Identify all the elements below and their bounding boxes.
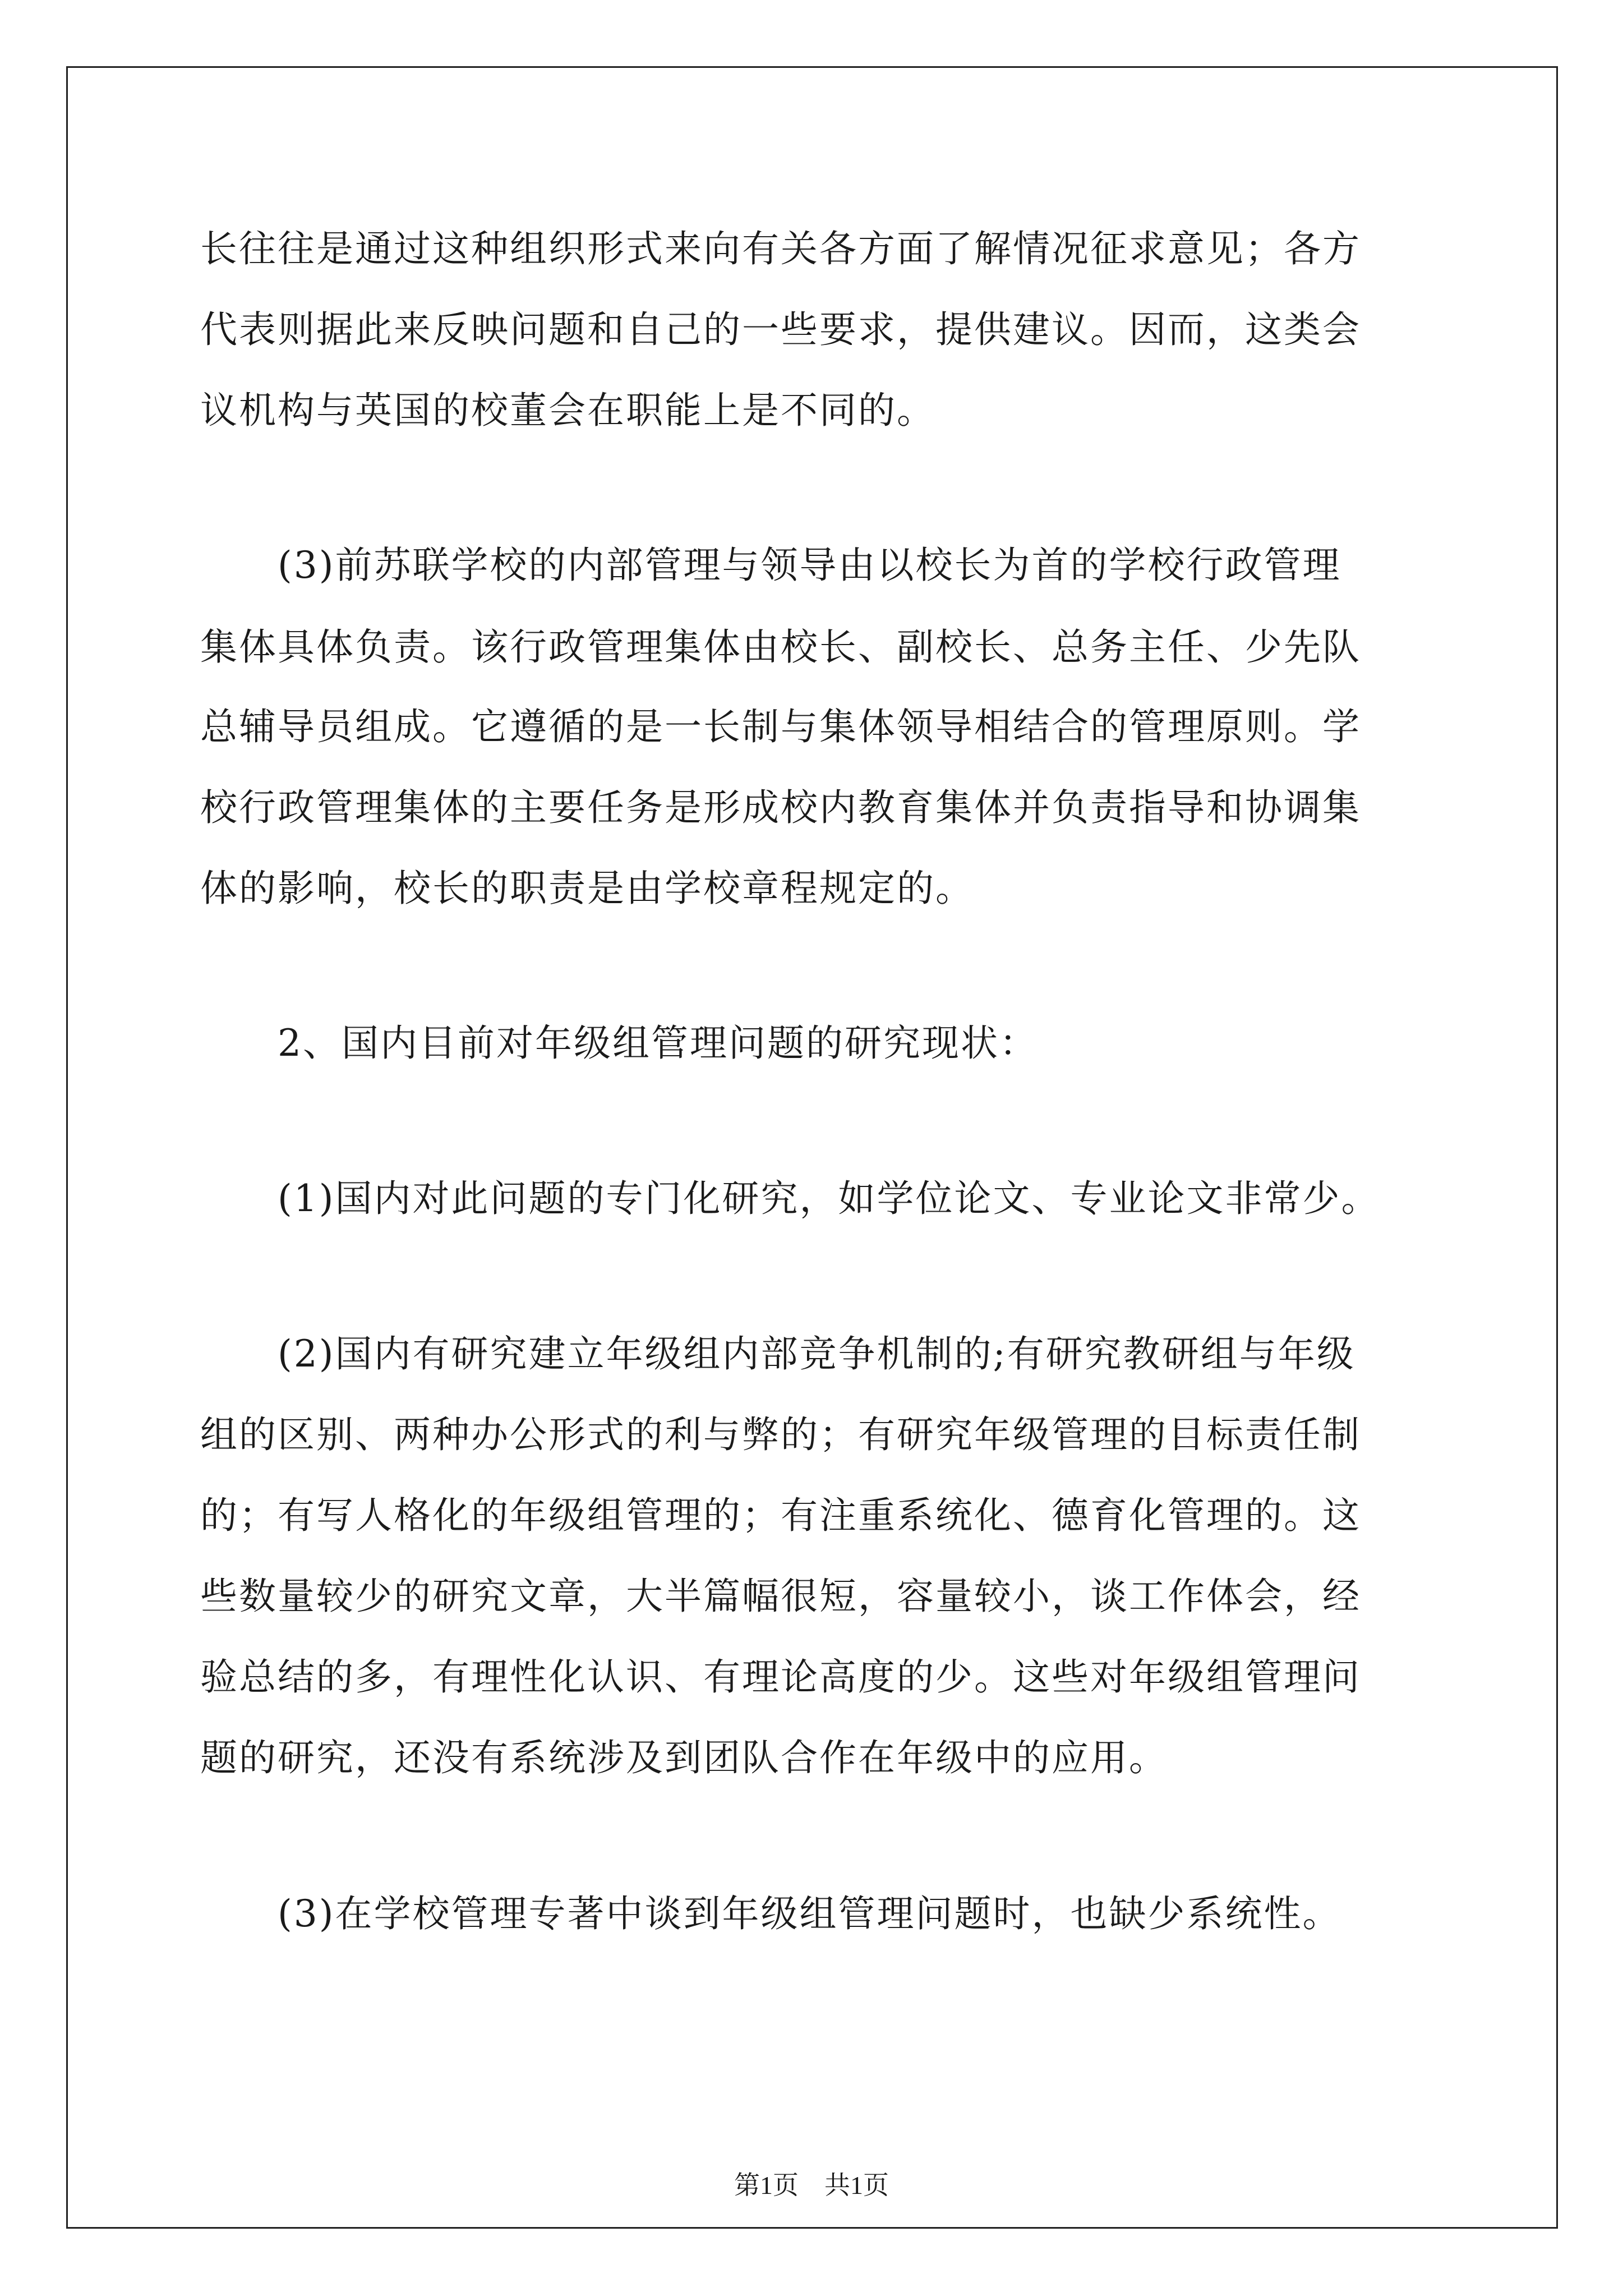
text-line: 验总结的多，有理性化认识、有理论高度的少。这些对年级组管理问 [200,1655,1361,1699]
text-line: 题的研究，还没有系统涉及到团队合作在年级中的应用。 [200,1736,1168,1779]
text-line: (3)在学校管理专著中谈到年级组管理问题时，也缺少系统性。 [200,1892,1341,1935]
text-line: 体的影响，校长的职责是由学校章程规定的。 [200,867,974,910]
text-line: 些数量较少的研究文章，大半篇幅很短，容量较小，谈工作体会，经 [200,1575,1361,1618]
text-line: (1)国内对此问题的专门化研究，如学位论文、专业论文非常少。 [200,1177,1380,1220]
text-line: 的；有写人格化的年级组管理的；有注重系统化、德育化管理的。这 [200,1494,1361,1537]
text-line: 长往往是通过这种组织形式来向有关各方面了解情况征求意见；各方 [200,227,1361,270]
text-line: 校行政管理集体的主要任务是形成校内教育集体并负责指导和协调集 [200,786,1361,829]
text-line: 组的区别、两种办公形式的利与弊的；有研究年级管理的目标责任制 [200,1413,1361,1456]
text-line: 2、国内目前对年级组管理问题的研究现状： [200,1022,1038,1065]
text-line: 议机构与英国的校董会在职能上是不同的。 [200,389,935,432]
text-line: 代表则据此来反映问题和自己的一些要求，提供建议。因而，这类会 [200,308,1361,351]
page-number: 第1页 共1页 [734,2171,889,2200]
text-line: (2)国内有研究建立年级组内部竞争机制的;有研究教研组与年级 [200,1332,1355,1375]
text-line: (3)前苏联学校的内部管理与领导由以校长为首的学校行政管理 [200,544,1341,587]
text-line: 集体具体负责。该行政管理集体由校长、副校长、总务主任、少先队 [200,625,1361,669]
text-line: 总辅导员组成。它遵循的是一长制与集体领导相结合的管理原则。学 [200,705,1361,748]
